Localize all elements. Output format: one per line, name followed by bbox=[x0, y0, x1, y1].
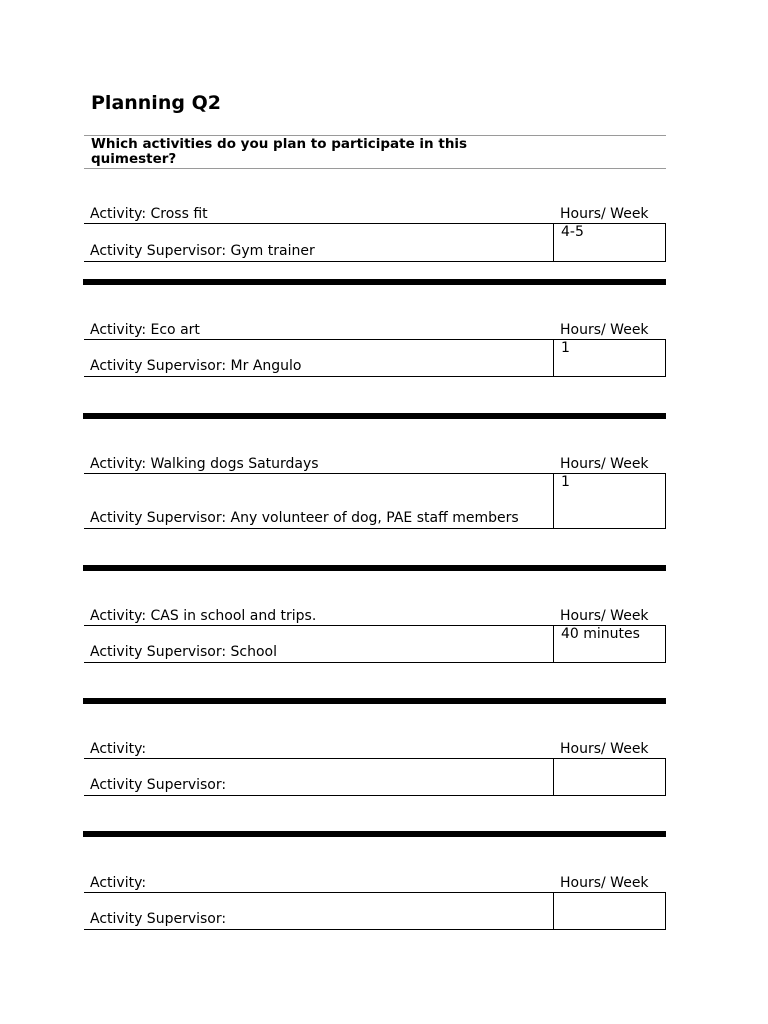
section-divider bbox=[83, 565, 666, 571]
activity-block-1 bbox=[84, 204, 666, 262]
question-text: Which activities do you plan to participate in this quimester? bbox=[91, 136, 468, 167]
section-divider bbox=[83, 279, 666, 285]
activity-block-3 bbox=[84, 454, 666, 529]
hours-week-label: Hours/ Week bbox=[560, 741, 649, 757]
section-divider bbox=[83, 831, 666, 837]
section-divider bbox=[83, 698, 666, 704]
hours-week-label: Hours/ Week bbox=[560, 875, 649, 891]
supervisor-label: Activity Supervisor: Mr Angulo bbox=[90, 358, 302, 374]
hours-field[interactable] bbox=[553, 474, 666, 528]
activity-label: Activity: Cross fit bbox=[90, 206, 208, 222]
page-title: Planning Q2 bbox=[91, 92, 221, 114]
activity-label: Activity: bbox=[90, 875, 147, 891]
activity-block-2 bbox=[84, 320, 666, 377]
section-divider bbox=[83, 413, 666, 419]
hours-field[interactable] bbox=[553, 626, 666, 662]
activity-label: Activity: Walking dogs Saturdays bbox=[90, 456, 319, 472]
activity-label: Activity: Eco art bbox=[90, 322, 200, 338]
supervisor-label: Activity Supervisor: bbox=[90, 777, 227, 793]
activity-block-6 bbox=[84, 873, 666, 930]
activity-label: Activity: CAS in school and trips. bbox=[90, 608, 317, 624]
hours-value: 1 bbox=[561, 474, 570, 490]
question-box bbox=[84, 135, 666, 169]
hours-week-label: Hours/ Week bbox=[560, 206, 649, 222]
hours-value: 4-5 bbox=[561, 224, 584, 240]
hours-value: 40 minutes bbox=[561, 626, 640, 642]
hours-field[interactable] bbox=[553, 893, 666, 929]
hours-week-label: Hours/ Week bbox=[560, 456, 649, 472]
hours-field[interactable] bbox=[553, 340, 666, 376]
hours-value: 1 bbox=[561, 340, 570, 356]
activity-label: Activity: bbox=[90, 741, 147, 757]
supervisor-label: Activity Supervisor: Any volunteer of dog, PAE staff members bbox=[90, 510, 519, 526]
hours-field[interactable] bbox=[553, 759, 666, 795]
supervisor-label: Activity Supervisor: School bbox=[90, 644, 278, 660]
activity-block-5 bbox=[84, 739, 666, 796]
hours-week-label: Hours/ Week bbox=[560, 608, 649, 624]
hours-field[interactable] bbox=[553, 224, 666, 261]
supervisor-label: Activity Supervisor: Gym trainer bbox=[90, 243, 315, 259]
activity-block-4 bbox=[84, 606, 666, 663]
hours-week-label: Hours/ Week bbox=[560, 322, 649, 338]
supervisor-label: Activity Supervisor: bbox=[90, 911, 227, 927]
